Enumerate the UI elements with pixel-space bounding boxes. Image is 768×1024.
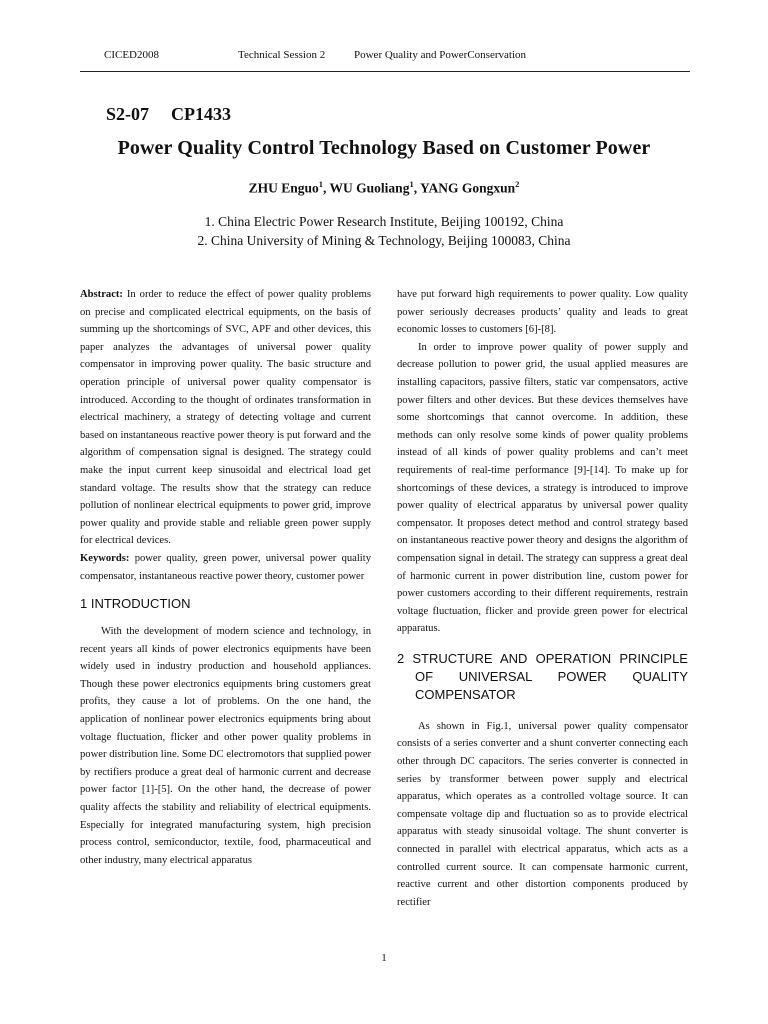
author-affiliation-mark: 2 bbox=[515, 179, 520, 189]
keywords-text: power quality, green power, universal power quality compensator, instantaneous reactive power theory, customer power bbox=[80, 552, 371, 582]
abstract-text: In order to reduce the effect of power quality problems on precise and complicated electrical equipments, on the basis of summing up the shortcomings of SVC, APF and other devices, this paper analyzes the advantages of universal power quality compensator in improving power quality. The basic structure and operation principle of universal power quality compensator is introduced. According to the thought of ordinates transformation in electrical machinery, a strategy of detecting voltage and current based on instantaneous reactive power theory is put forward and the algorithm of compensation signal is designed. The strategy could make the input current keep sinusoidal and electrical load get standard voltage. The results show that the strategy can reduce pollution of nonlinear electrical equipments to power grid, improve power quality and provide stable and reliable green power supply for electrical devices. bbox=[80, 289, 372, 547]
abstract-paragraph bbox=[80, 286, 371, 550]
affiliation-1: 1. China Electric Power Research Institute, Beijing 100192, China bbox=[204, 214, 564, 229]
section-2-number: 2 bbox=[397, 650, 405, 666]
affiliation-2: 2. China University of Mining & Technology, Beijing 100083, China bbox=[197, 233, 571, 248]
section-2-paragraph-1: As shown in Fig.1, universal power quality compensator consists of a series converter and a shunt converter connecting each other through DC capacitors. The series converter is connected in series by transformer between power supply and electrical apparatus, which operates as a controlled voltage source. It can compensate voltage dip and fluctuation so as to provide electrical apparatus with steady sinusoidal voltage. The shunt converter is connected in parallel with electrical apparatus, which acts as a controlled current source. It can compensate harmonic current, reactive current and other distortion components produced by rectifier bbox=[397, 720, 688, 908]
header-session: Technical Session 2 bbox=[238, 49, 326, 61]
paper-title: Power Quality Control Technology Based on Customer Power bbox=[117, 137, 651, 159]
author-list bbox=[0, 179, 768, 197]
author-affiliation-mark: 1 bbox=[318, 179, 324, 189]
author-name: WU Guoliang bbox=[329, 180, 410, 196]
section-2-title: STRUCTURE AND OPERATION PRINCIPLE OF UNIVERSAL POWER QUALITY COMPENSATOR bbox=[412, 650, 688, 702]
author-name: YANG Gongxun bbox=[419, 180, 516, 196]
running-header bbox=[80, 49, 690, 72]
paper-identifier bbox=[106, 104, 231, 125]
author-affiliation-mark: 1 bbox=[409, 179, 414, 189]
introduction-paragraph-1-continued: have put forward high requirements to power quality. Low quality power seriously decreases products’ quality and leads to great economic losses to customers [6]-[8]. bbox=[397, 289, 688, 336]
header-conference: CICED2008 bbox=[104, 49, 159, 61]
author-separator: , bbox=[323, 180, 330, 196]
author-name: ZHU Enguo bbox=[248, 180, 319, 196]
keywords-paragraph bbox=[80, 550, 371, 585]
section-1-heading: 1 INTRODUCTION bbox=[80, 596, 191, 612]
right-column bbox=[397, 286, 688, 911]
header-topic: Power Quality and PowerConservation bbox=[354, 49, 526, 61]
introduction-paragraph-2: In order to improve power quality of power supply and decrease pollution to power grid, the usual applied measures are installing capacitors, passive filters, static var compensators, active power filters and other devices. But these devices themselves have some shortcomings that cannot overcome. In addition, these methods can only resolve some kinds of power quality problems instead of all kinds of power quality problems and can’t meet requirements of real-time performance [9]-[14]. To make up for shortcomings of these devices, a strategy is introduced to improve power quality of electrical apparatus by universal power quality compensator. It proposes detect method and control strategy based on instantaneous reactive power theory and designs the algorithm of compensation signal in detail. The strategy can suppress a great deal of harmonic current in power distribution line, custom power for power customers according to their different requirements, restrain voltage fluctuation, flicker and provide green power for electrical apparatus. bbox=[397, 341, 688, 635]
paper-code: CP1433 bbox=[171, 104, 232, 124]
abstract-label: Abstract: bbox=[80, 289, 123, 300]
author-separator: , bbox=[413, 180, 420, 196]
section-2-heading bbox=[397, 650, 688, 704]
keywords-label: Keywords: bbox=[80, 552, 130, 564]
page-number: 1 bbox=[381, 952, 387, 964]
session-code: S2-07 bbox=[106, 104, 150, 124]
left-column bbox=[80, 286, 371, 869]
introduction-paragraph-1: With the development of modern science and technology, in recent years all kinds of power electronics equipments have been widely used in industry production and household appliances. Though these power electronics equipments bring customers great profits, they cause a lot of problems. On the one hand, the application of nonlinear power electronics equipments bring about voltage fluctuation, flicker and other power quality problems in power distribution line. Some DC electromotors that supplied power by rectifiers produce a great deal of harmonic current and decrease power factor [1]-[5]. On the other hand, the decrease of power quality affects the stability and reliability of electrical equipments. Especially for integrated manufacturing system, high precision process control, semiconductor, textile, food, pharmaceutical and other industry, many electrical apparatus bbox=[80, 626, 371, 866]
